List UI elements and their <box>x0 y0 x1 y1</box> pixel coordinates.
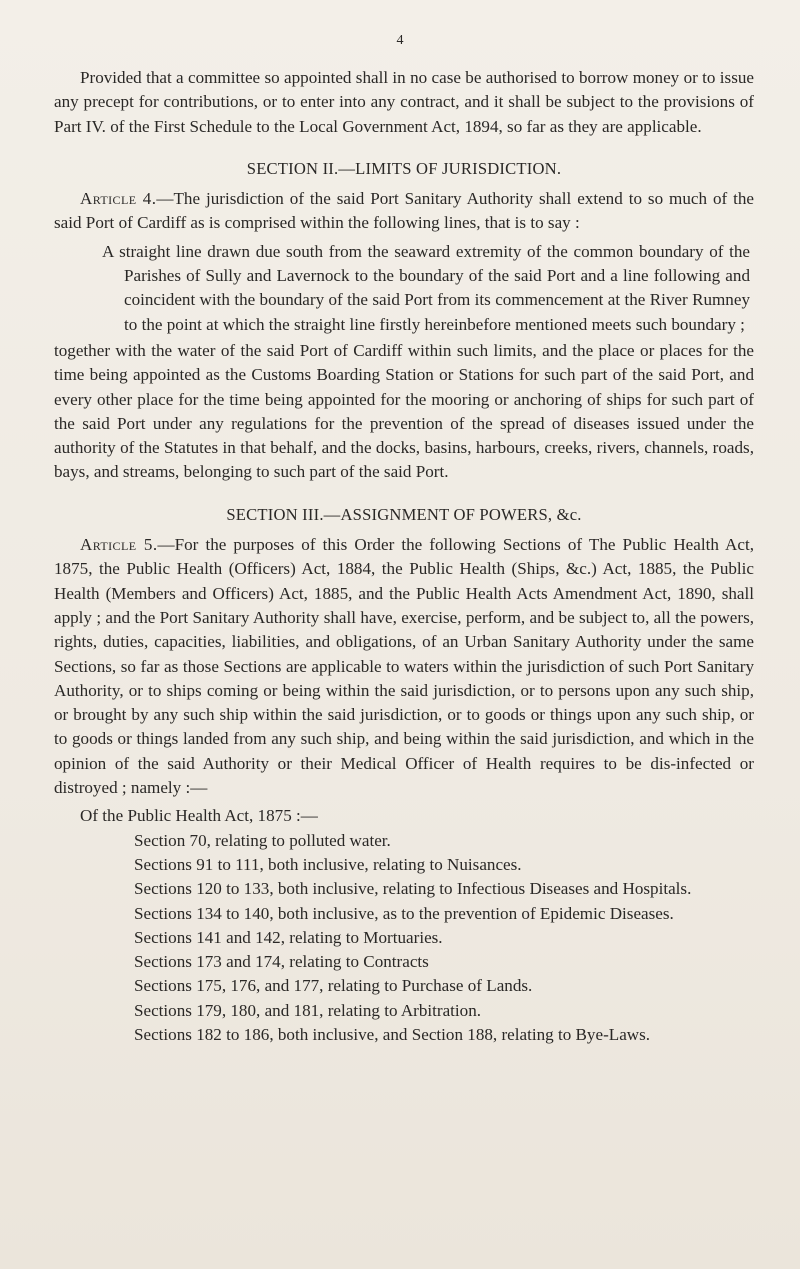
list-item: Sections 141 and 142, relating to Mortuaries. <box>134 927 443 947</box>
together-paragraph: together with the water of the said Port of Cardiff within such limits, and the place or places for the time being appointed as the Customs Boarding Station or Stations for such part of the said Port, and every other place for the time being appointed for the mooring or anchoring of ships for such part of the said Port under any regulations for the prevention of the spread of diseases issued under the authority of the Statutes in that behalf, and the docks, basins, harbours, creeks, rivers, channels, roads, bays, and streams, belonging to such part of the said Port. <box>54 340 754 482</box>
page-number: 4 <box>396 33 404 48</box>
article-4-label: Article 4. <box>80 189 157 209</box>
list-item: Sections 179, 180, and 181, relating to Arbitration. <box>134 1000 482 1020</box>
list-item: Sections 91 to 111, both inclusive, relating to Nuisances. <box>134 854 522 874</box>
list-item: Sections 120 to 133, both inclusive, relating to Infectious Diseases and Hospitals. <box>134 879 692 899</box>
article-4-text: —The jurisdiction of the said Port Sanitary Authority shall extend to so much of the said Port of Cardiff as is comprised within the following lines, that is to say : <box>54 189 754 233</box>
list-item: Section 70, relating to polluted water. <box>134 830 391 850</box>
article-5-paragraph <box>54 533 754 800</box>
section-3-heading: SECTION III.—ASSIGNMENT OF POWERS, &c. <box>226 504 582 524</box>
article-5-text: —For the purposes of this Order the following Sections of The Public Health Act, 1875, the Public Health (Officers) Act, 1884, the Public Health (Ships, &c.) Act, 1885, the Public Health (Members and Officers) Act, 1885, and the Public Health Acts Amendment Act, 1890, shall apply ; and the Port Sanitary Authority shall have, exercise, perform, and be subject to, all the powers, rights, duties, capacities, liabilities, and obligations, of an Urban Sanitary Authority under the same Sections, so far as those Sections are applicable to waters within the jurisdiction of such Port Sanitary Authority, or to ships coming or being within the said jurisdiction, or to persons upon any such ship, or brought by any such ship within the said jurisdiction, or to goods or things upon any such ship, or to goods or things landed from any such ship, and being within the said jurisdiction, and which in the opinion of the said Authority or their Medical Officer of Health requires to be dis-infected or distroyed ; namely :— <box>54 535 754 798</box>
proviso-paragraph: Provided that a committee so appointed shall in no case be authorised to borrow money or to issue any precept for contributions, or to enter into any contract, and it shall be subject to the provisions of Part IV. of the First Schedule to the Local Government Act, 1894, so far as they are applicable. <box>54 68 754 136</box>
section-2-heading: SECTION II.—LIMITS OF JURISDICTION. <box>246 158 562 178</box>
list-item: Sections 175, 176, and 177, relating to Purchase of Lands. <box>134 976 533 996</box>
article-4-paragraph <box>54 187 754 236</box>
list-item: Sections 173 and 174, relating to Contracts <box>134 952 429 972</box>
list-item: Sections 134 to 140, both inclusive, as to the prevention of Epidemic Diseases. <box>134 903 674 923</box>
article-5-label: Article 5. <box>80 535 158 555</box>
act-1875-intro: Of the Public Health Act, 1875 :— <box>80 806 318 826</box>
boundary-description: A straight line drawn due south from the seaward extremity of the common boundary of the Parishes of Sully and Lavernock to the boundary of the said Port and a line following and coincident with the boundary of the said Port from its commencement at the River Rumney to the point at which the straight line firstly hereinbefore mentioned meets such boundary ; <box>102 241 750 334</box>
list-item: Sections 182 to 186, both inclusive, and Section 188, relating to Bye-Laws. <box>134 1024 651 1044</box>
document-body <box>54 66 754 1047</box>
sections-list <box>54 829 754 1048</box>
